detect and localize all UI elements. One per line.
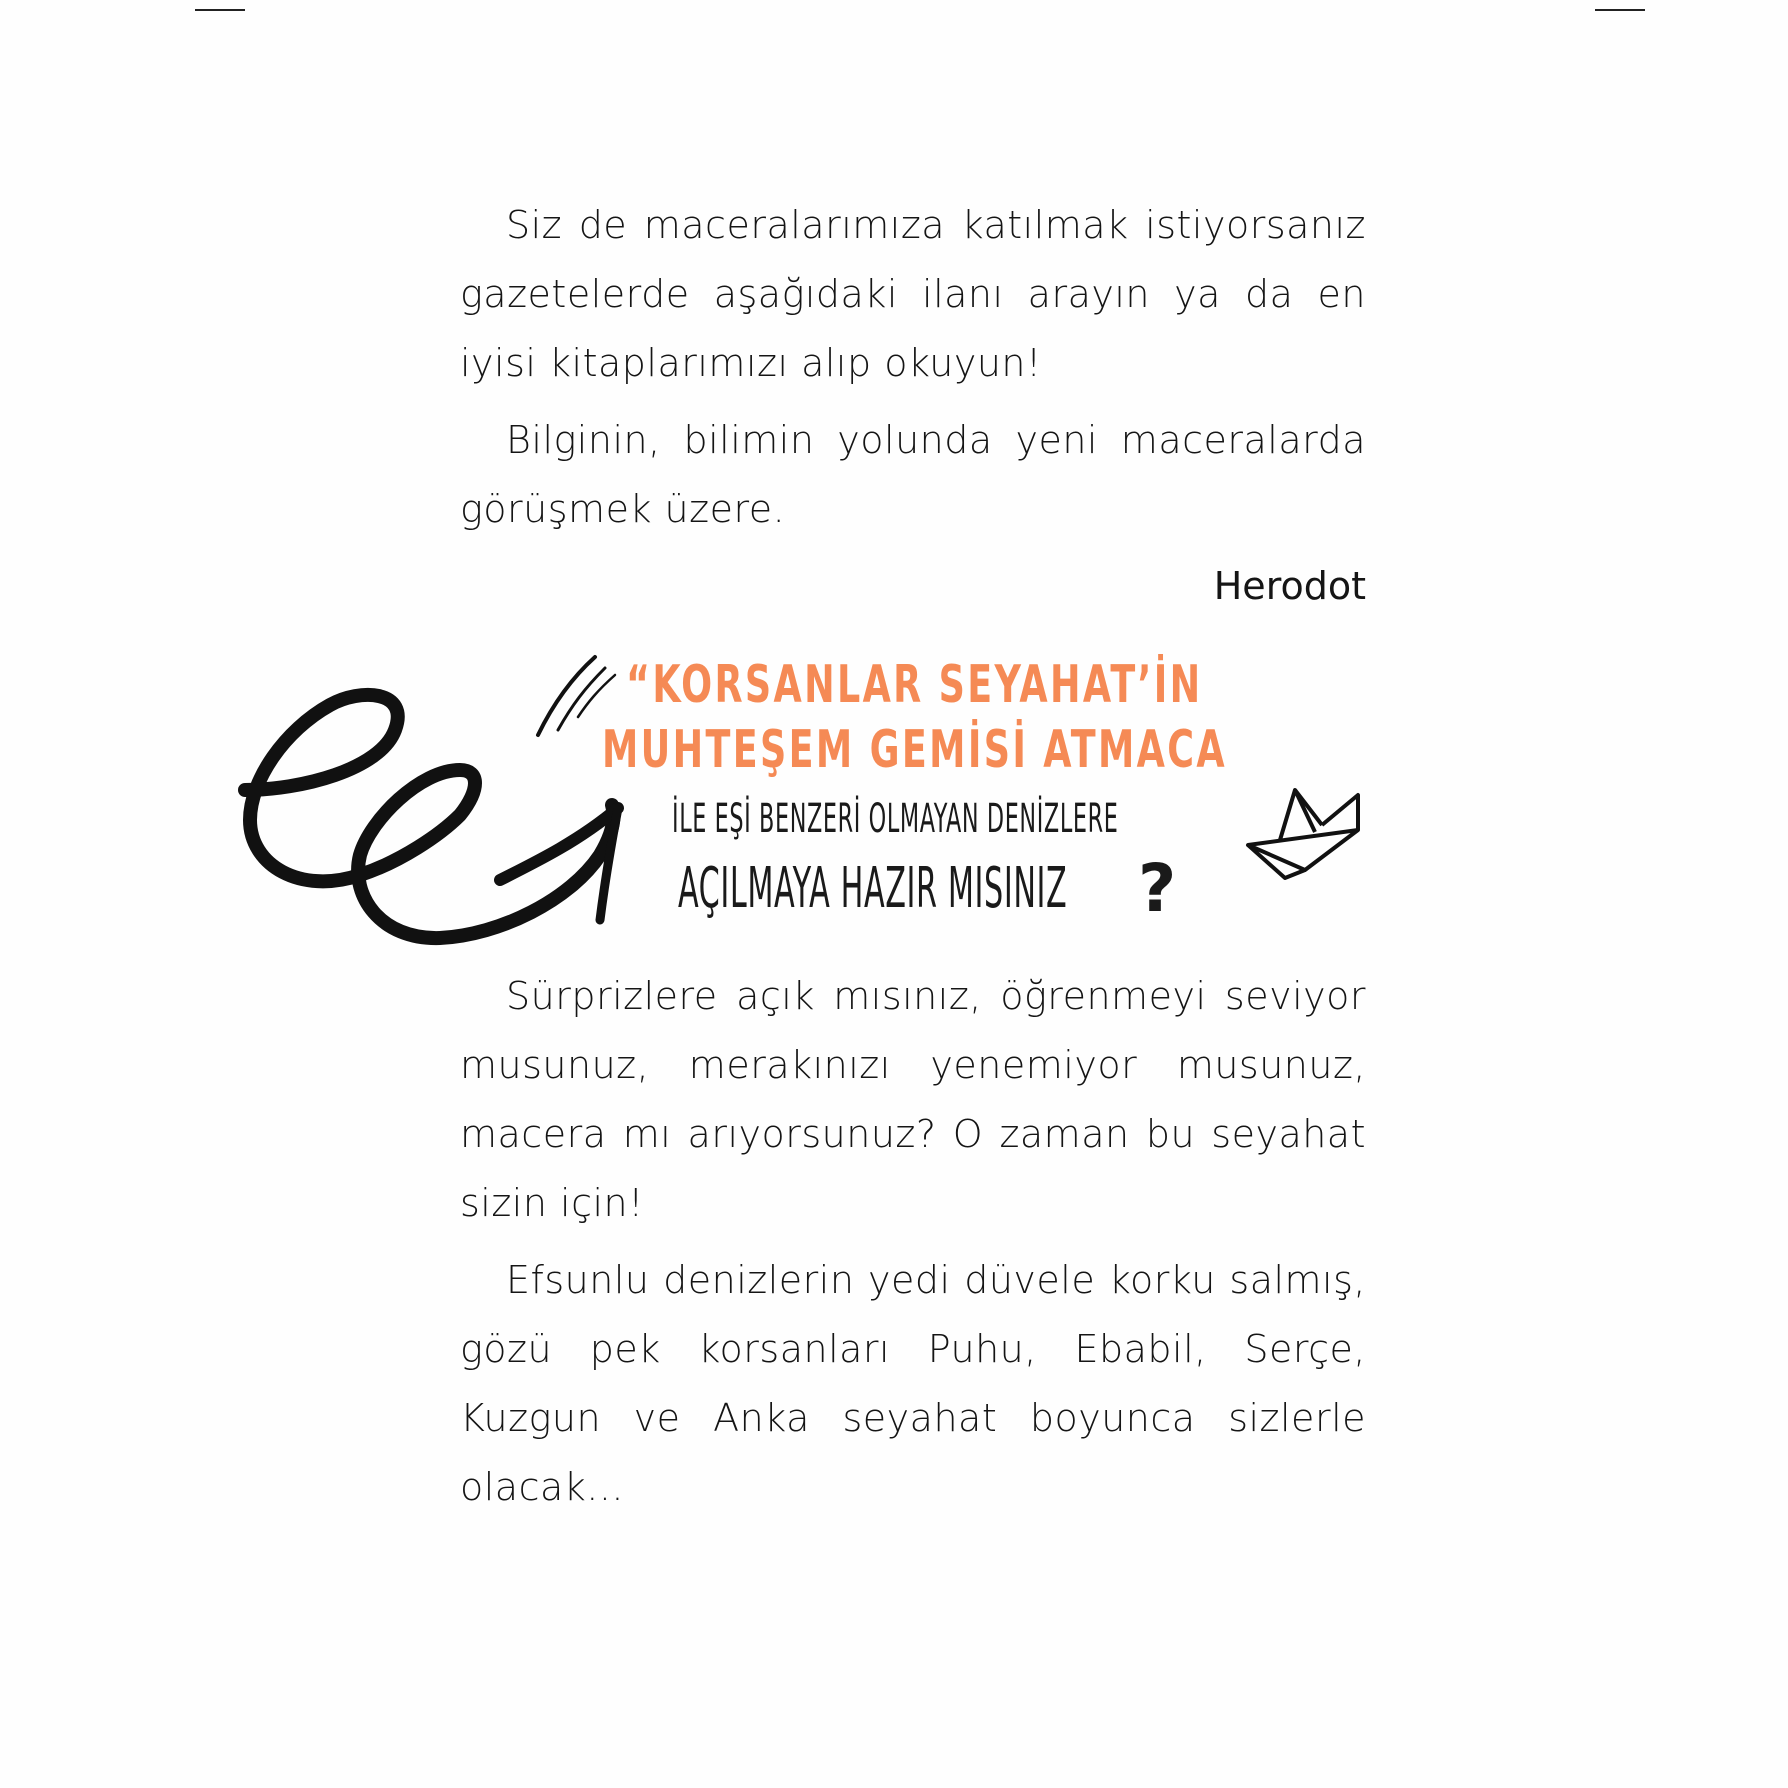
signature: Herodot [1213, 564, 1366, 608]
question-mark: ? [1138, 850, 1177, 927]
paragraph: Efsunlu denizlerin yedi düvele korku salmış, gözü pek korsanları Puhu, Ebabil, Serçe, Kuzgun ve Anka seyahat boyunca sizlerle olacak... [460, 1258, 1366, 1509]
promo-subline-2: AÇILMAYA HAZIR MISINIZ [678, 856, 1068, 921]
paper-boat-icon [1248, 790, 1358, 878]
promo-headline-2: MUHTEŞEM GEMİSİ ATMACA [602, 720, 1227, 780]
speed-lines-icon [538, 657, 615, 735]
outro-text [460, 962, 1366, 1522]
swirl-arrow-icon [245, 695, 618, 938]
paragraph: Bilginin, bilimin yolunda yeni maceralarda görüşmek üzere. [460, 418, 1366, 531]
crop-mark-left [195, 9, 245, 11]
promo-headline-1: “KORSANLAR SEYAHAT’İN [626, 655, 1203, 715]
promo-subline-1: İLE EŞİ BENZERİ OLMAYAN DENİZLERE [672, 796, 1119, 842]
paragraph: Siz de maceralarımıza katılmak istiyorsanız gazetelerde aşağıdaki ilanı arayın ya da en iyisi kitaplarımızı alıp okuyun! [460, 203, 1366, 385]
intro-text [460, 191, 1366, 621]
crop-mark-right [1595, 9, 1645, 11]
paragraph: Sürprizlere açık mısınız, öğrenmeyi seviyor musunuz, merakınızı yenemiyor musunuz, macera mı arıyorsunuz? O zaman bu seyahat sizin için! [460, 974, 1366, 1225]
